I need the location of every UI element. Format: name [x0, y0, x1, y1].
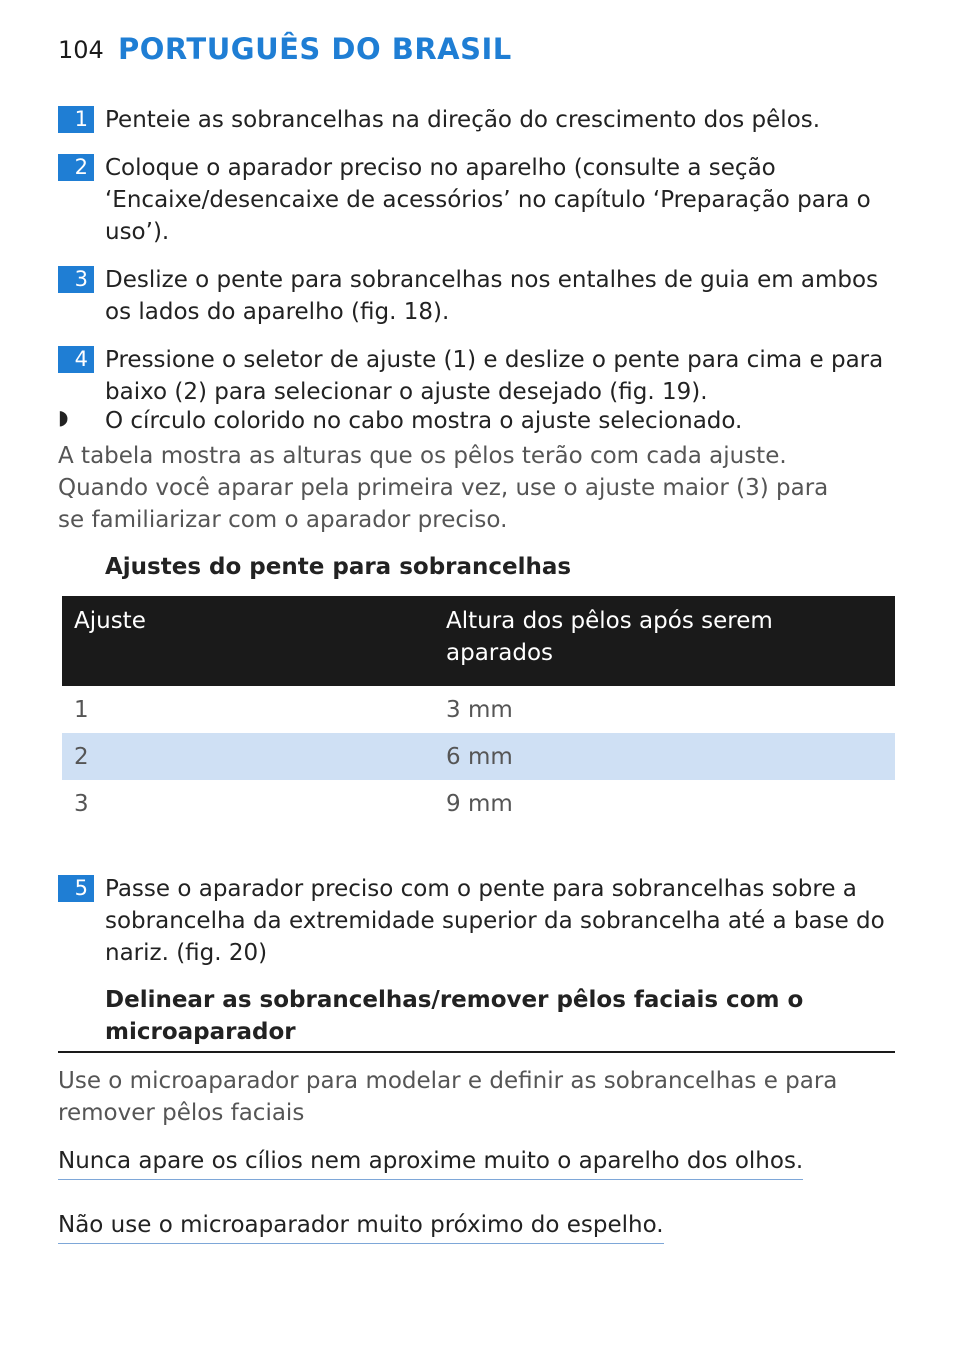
step-text: Pressione o seletor de ajuste (1) e deslize o pente para cima e para baixo (2) para selecionar o ajuste desejado (fig. 19). — [105, 347, 884, 405]
step-number-badge: 4 — [58, 346, 94, 373]
table-header-setting: Ajuste — [62, 596, 434, 686]
table-cell: 3 — [74, 790, 89, 817]
section-divider — [58, 1051, 895, 1053]
table-title: Ajustes do pente para sobrancelhas — [105, 554, 572, 580]
table-row — [62, 733, 895, 780]
step-text: Deslize o pente para sobrancelhas nos entalhes de guia em ambos os lados do aparelho (fig. 18). — [105, 267, 879, 325]
result-text: O círculo colorido no cabo mostra o ajuste selecionado. — [105, 408, 743, 434]
table-cell: 2 — [62, 733, 434, 780]
table-row — [62, 686, 895, 733]
table-cell: 1 — [74, 696, 89, 723]
warning-eyes: Nunca apare os cílios nem aproxime muito o aparelho dos olhos. — [58, 1145, 803, 1180]
table-cell: 3 mm — [446, 696, 513, 723]
table-cell: 9 mm — [446, 790, 513, 817]
step-text: Passe o aparador preciso com o pente para sobrancelhas sobre a sobrancelha da extremidade superior da sobrancelha até a base do nariz. (fig. 20) — [105, 876, 885, 966]
step-text: Coloque o aparador preciso no aparelho (consulte a seção ‘Encaixe/desencaixe de acessórios’ no capítulo ‘Preparação para o uso’). — [105, 155, 871, 245]
section-heading: Delinear as sobrancelhas/remover pêlos faciais com o microaparador — [105, 987, 804, 1045]
warning-mirror: Não use o microaparador muito próximo do espelho. — [58, 1209, 664, 1244]
step-number-badge: 3 — [58, 266, 94, 293]
table-cell: 6 mm — [434, 733, 895, 780]
step-number-badge: 2 — [58, 154, 94, 181]
section-body: Use o microaparador para modelar e definir as sobrancelhas e para remover pêlos faciais — [58, 1068, 838, 1126]
result-marker-icon: ◗ — [58, 405, 69, 429]
table-header-height: Altura dos pêlos após serem aparados — [434, 596, 895, 686]
table-row — [62, 780, 895, 827]
language-title: PORTUGUÊS DO BRASIL — [118, 32, 512, 66]
page-number: 104 — [58, 36, 104, 64]
table-header-row — [62, 596, 895, 686]
step-number-badge: 1 — [58, 106, 94, 133]
step-number-badge: 5 — [58, 875, 94, 902]
step-text: Penteie as sobrancelhas na direção do crescimento dos pêlos. — [105, 107, 821, 133]
intro-paragraph: A tabela mostra as alturas que os pêlos terão com cada ajuste. Quando você aparar pela primeira vez, use o ajuste maior (3) para se familiarizar com o aparador preciso. — [58, 443, 829, 533]
settings-table — [62, 596, 895, 827]
